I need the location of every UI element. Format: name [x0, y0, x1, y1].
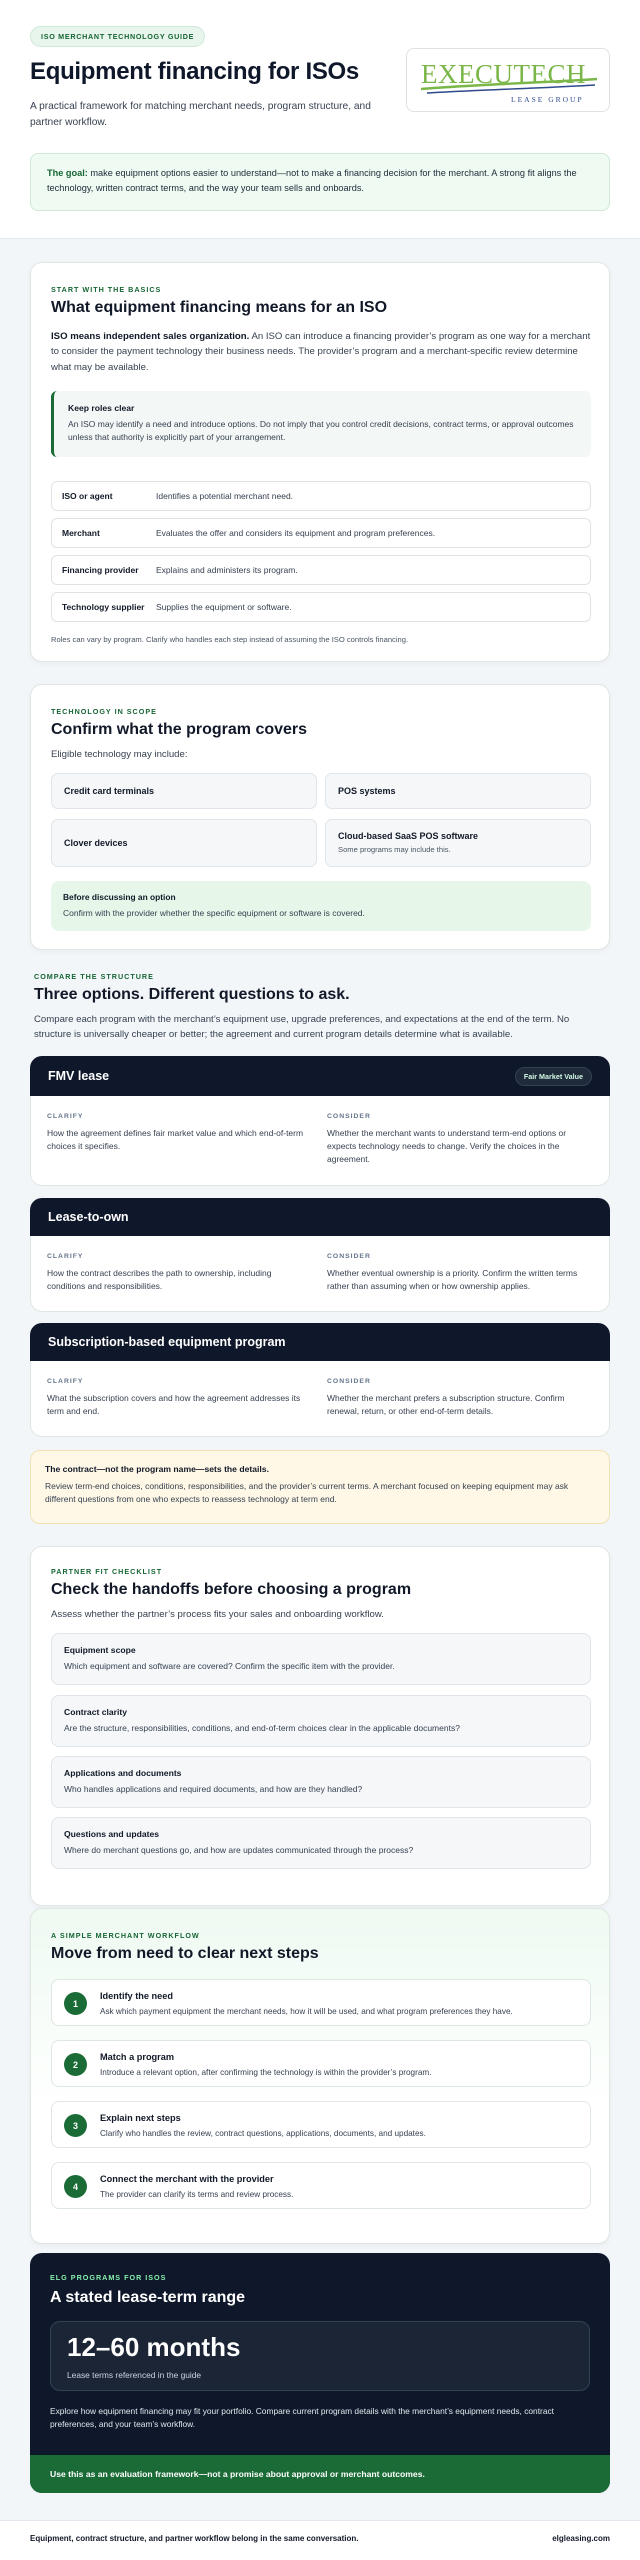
role-name: Financing provider: [62, 565, 139, 575]
basics-card: [30, 262, 610, 662]
goal-text: make equipment options easier to understand—not to make a financing decision for the merchant. A strong fit aligns the technology, written contract terms, and the way your team sells and onboards.: [47, 168, 577, 194]
scope-callout-title: Before discussing an option: [63, 892, 176, 902]
role-name: Technology supplier: [62, 602, 145, 612]
roles-note-text: An ISO may identify a need and introduce options. Do not imply that you control credit decisions, contract terms, or approval outcomes unless that authority is explicitly part of your arrangement.: [68, 419, 574, 443]
step-number: 1: [64, 1992, 87, 2015]
basics-eyebrow: START WITH THE BASICS: [51, 285, 162, 294]
footer-site-link[interactable]: elgleasing.com: [552, 2534, 610, 2543]
tech-item-label: Clover devices: [64, 838, 128, 848]
option-header-fmv: [30, 1056, 610, 1096]
option-name: Lease-to-own: [48, 1210, 129, 1224]
option-body-lease-to-own: [30, 1236, 610, 1312]
workflow-card: [30, 1908, 610, 2244]
contract-warning-title: The contract—not the program name—sets the details.: [45, 1464, 269, 1474]
executech-logo: [406, 48, 610, 112]
option-header-lease-to-own: [30, 1198, 610, 1236]
goal-label: The goal:: [47, 168, 88, 178]
elg-footer-note: Use this as an evaluation framework—not a promise about approval or merchant outcomes.: [50, 2469, 425, 2479]
roles-note-title: Keep roles clear: [68, 403, 135, 413]
workflow-step: [51, 2162, 591, 2209]
page-title: Equipment financing for ISOs: [30, 58, 359, 85]
basics-intro: [51, 329, 591, 375]
role-name: Merchant: [62, 528, 100, 538]
option-consider: Whether the merchant prefers a subscription structure. Confirm renewal, return, or other end-of-term details.: [327, 1393, 565, 1417]
option-consider: Whether the merchant wants to understand term-end options or expects technology needs to change. Verify the choices in the agreement.: [327, 1128, 567, 1165]
contract-warning-text: Review term-end choices, conditions, responsibilities, and the provider’s current terms. A merchant focused on keeping equipment may ask different questions from one who expects to reassess technology at term end.: [45, 1481, 569, 1505]
step-title: Explain next steps: [100, 2113, 181, 2123]
tech-item: [51, 773, 317, 809]
option-header-subscription: [30, 1323, 610, 1361]
tech-item: [325, 773, 591, 809]
step-text: Clarify who handles the review, contract questions, applications, documents, and updates.: [100, 2129, 426, 2138]
scope-subtitle: Eligible technology may include:: [51, 749, 188, 760]
option-tag: Fair Market Value: [515, 1067, 592, 1086]
checklist-item-title: Applications and documents: [64, 1768, 182, 1778]
clarify-label: CLARIFY: [47, 1378, 84, 1385]
elg-footer-band: [30, 2455, 610, 2493]
checklist-eyebrow: PARTNER FIT CHECKLIST: [51, 1567, 163, 1576]
header-divider: [0, 238, 640, 239]
scope-eyebrow: TECHNOLOGY IN SCOPE: [51, 707, 157, 716]
scope-card: [30, 684, 610, 950]
scope-title: Confirm what the program covers: [51, 721, 308, 738]
guide-badge: ISO MERCHANT TECHNOLOGY GUIDE: [30, 26, 205, 47]
tech-item: [51, 819, 317, 867]
checklist-item: [51, 1756, 591, 1808]
checklist-item: [51, 1633, 591, 1685]
option-body-fmv: [30, 1096, 610, 1186]
workflow-step: [51, 2040, 591, 2087]
role-row: [51, 555, 591, 585]
option-clarify: How the agreement defines fair market value and which end-of-term choices it specifies.: [47, 1128, 304, 1152]
step-title: Identify the need: [100, 1991, 173, 2001]
tech-item-note: Some programs may include this.: [338, 845, 451, 854]
contract-warning: [30, 1450, 610, 1524]
option-name: Subscription-based equipment program: [48, 1335, 286, 1349]
checklist-item-text: Are the structure, responsibilities, conditions, and end-of-term choices clear in the applicable documents?: [64, 1723, 460, 1733]
scope-callout-text: Confirm with the provider whether the specific equipment or software is covered.: [63, 908, 365, 918]
basics-title: What equipment financing means for an ISO: [51, 299, 388, 316]
role-row: [51, 592, 591, 622]
tech-item-label: POS systems: [338, 786, 396, 796]
tech-item: [325, 819, 591, 867]
role-desc: Evaluates the offer and considers its equipment and program preferences.: [156, 528, 436, 538]
consider-label: CONSIDER: [327, 1378, 371, 1385]
compare-intro: Compare each program with the merchant’s equipment use, upgrade preferences, and expectations at the end of the term. No structure is universally cheaper or better; the agreement and current program details determine what is available.: [34, 1014, 570, 1041]
clarify-label: CLARIFY: [47, 1113, 84, 1120]
workflow-title: Move from need to clear next steps: [51, 1945, 319, 1962]
lease-range-note: Lease terms referenced in the guide: [67, 2370, 202, 2380]
step-title: Match a program: [100, 2052, 175, 2062]
option-consider: Whether eventual ownership is a priority. Confirm the written terms rather than assuming when or how ownership applies.: [327, 1268, 578, 1292]
roles-footnote: Roles can vary by program. Clarify who handles each step instead of assuming the ISO controls financing.: [51, 635, 409, 644]
step-number: 4: [64, 2175, 87, 2198]
elg-eyebrow: ELG PROGRAMS FOR ISOS: [50, 2273, 167, 2282]
basics-intro-text: An ISO can introduce a financing provider’s program as one way for a merchant to consider the payment technology their business needs. The provider’s program and a merchant-specific review determine what may be available.: [51, 331, 591, 373]
role-desc: Identifies a potential merchant need.: [156, 491, 294, 501]
option-clarify: How the contract describes the path to ownership, including conditions and responsibilities.: [47, 1268, 272, 1292]
elg-card: [30, 2253, 610, 2493]
checklist-item-text: Which equipment and software are covered? Confirm the specific item with the provider.: [64, 1661, 395, 1671]
elg-text: Explore how equipment financing may fit your portfolio. Compare current program details with the merchant’s equipment needs, contract preferences, and your team’s workflow.: [50, 2406, 554, 2430]
tech-item-label: Credit card terminals: [64, 786, 155, 796]
roles-note: [51, 391, 591, 457]
option-body-subscription: [30, 1361, 610, 1437]
elg-title: A stated lease-term range: [50, 2289, 246, 2306]
step-number: 2: [64, 2053, 87, 2076]
role-row: [51, 481, 591, 511]
role-desc: Explains and administers its program.: [156, 565, 298, 575]
step-text: Introduce a relevant option, after confirming the technology is within the provider’s program.: [100, 2068, 432, 2077]
consider-label: CONSIDER: [327, 1113, 371, 1120]
checklist-card: [30, 1546, 610, 1906]
step-text: Ask which payment equipment the merchant needs, how it will be used, and what program preferences they have.: [100, 2007, 513, 2016]
checklist-item-title: Questions and updates: [64, 1829, 160, 1839]
scope-callout: [51, 881, 591, 931]
compare-title: Three options. Different questions to ask.: [34, 986, 350, 1003]
step-number: 3: [64, 2114, 87, 2137]
checklist-item-text: Who handles applications and required documents, and how are they handled?: [64, 1784, 363, 1794]
basics-intro-bold: ISO means independent sales organization.: [51, 331, 250, 342]
logo-wordmark: EXECUTECH: [421, 59, 586, 89]
checklist-item: [51, 1695, 591, 1747]
step-text: The provider can clarify its terms and review process.: [100, 2190, 294, 2199]
checklist-item-title: Equipment scope: [64, 1645, 136, 1655]
role-row: [51, 518, 591, 548]
lease-range-value: 12–60 months: [67, 2332, 241, 2362]
logo-subtitle: LEASE GROUP: [511, 95, 584, 104]
lease-range-box: [50, 2321, 590, 2391]
role-desc: Supplies the equipment or software.: [156, 602, 292, 612]
goal-callout: [30, 153, 610, 211]
checklist-title: Check the handoffs before choosing a program: [51, 1581, 412, 1598]
clarify-label: CLARIFY: [47, 1253, 84, 1260]
checklist-item-title: Contract clarity: [64, 1707, 128, 1717]
checklist-item-text: Where do merchant questions go, and how are updates communicated through the process?: [64, 1845, 414, 1855]
page-lead: A practical framework for matching merchant needs, program structure, and partner workflow.: [30, 101, 371, 129]
footer-tagline: Equipment, contract structure, and partner workflow belong in the same conversation.: [30, 2534, 359, 2543]
step-title: Connect the merchant with the provider: [100, 2174, 274, 2184]
checklist-subtitle: Assess whether the partner’s process fits your sales and onboarding workflow.: [51, 1609, 384, 1620]
option-clarify: What the subscription covers and how the agreement addresses its term and end.: [47, 1393, 301, 1417]
compare-eyebrow: COMPARE THE STRUCTURE: [34, 972, 154, 981]
consider-label: CONSIDER: [327, 1253, 371, 1260]
option-name: FMV lease: [48, 1069, 110, 1083]
workflow-step: [51, 2101, 591, 2148]
workflow-eyebrow: A SIMPLE MERCHANT WORKFLOW: [51, 1931, 200, 1940]
checklist-item: [51, 1817, 591, 1869]
workflow-step: [51, 1979, 591, 2026]
role-name: ISO or agent: [62, 491, 113, 501]
tech-item-label: Cloud-based SaaS POS software: [338, 831, 479, 841]
